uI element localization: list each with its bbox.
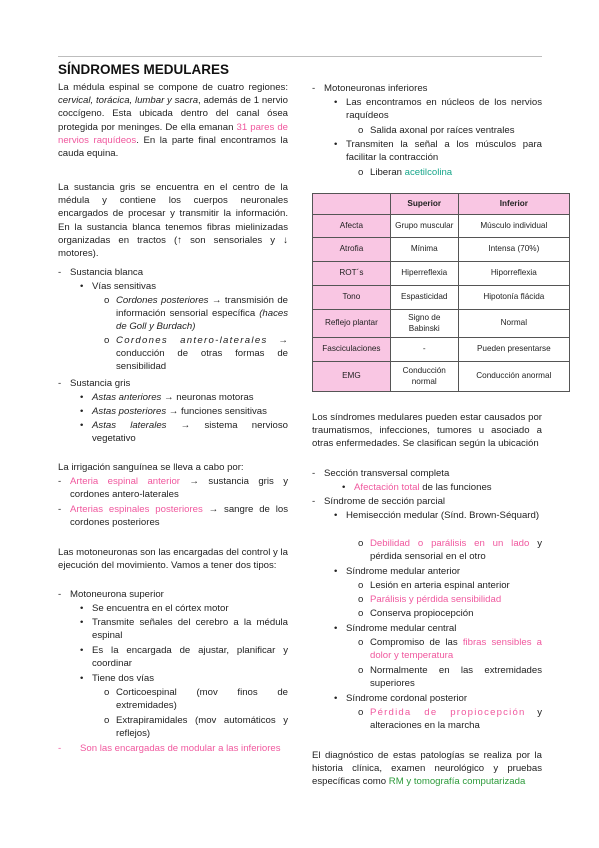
list-item-cordones-anterolaterales: o Cordones antero-laterales → conducción de otras formas de sensibilidad — [104, 335, 288, 373]
list-item-acetilcolina: o Liberan acetilcolina — [358, 167, 453, 178]
list-item-transmite: • Transmite señales del cerebro a la médula espinal — [80, 617, 288, 642]
list-item-salida-axonal: o Salida axonal por raíces ventrales — [358, 125, 515, 136]
table-cell: Conducción normal — [390, 362, 458, 392]
table-row — [313, 238, 570, 262]
table-cell: Normal — [458, 310, 569, 338]
comparison-table — [312, 193, 570, 392]
table-row — [313, 338, 570, 362]
table-row — [313, 362, 570, 392]
table-row — [313, 286, 570, 310]
list-item-cordones-posteriores: o Cordones posteriores → transmisión de información sensorial específica (haces de Goll y Burdach) — [104, 295, 288, 333]
list-item-gray-matter: - Sustancia gris — [58, 378, 131, 389]
list-item-paralisis: o Parálisis y pérdida sensibilidad — [358, 594, 502, 605]
list-item-white-matter: - Sustancia blanca — [58, 267, 144, 278]
list-item-transmiten: • Transmiten la señal a los músculos para facilitar la contracción — [334, 139, 542, 164]
motoneurons-intro: Las motoneuronas son las encargadas del control y la ejecución del movimiento. Vamos a tener dos tipos: — [58, 547, 288, 572]
table-cell: Hiporreflexia — [458, 262, 569, 286]
list-item-motoneurona-superior: - Motoneurona superior — [58, 589, 164, 600]
table-header-superior: Superior — [390, 194, 458, 215]
list-item-ajustar: • Es la encargada de ajustar, planificar y coordinar — [80, 645, 288, 670]
irrigation-intro: La irrigación sanguínea se lleva a cabo por: — [58, 462, 244, 473]
list-item-arterias-posteriores: - Arterias espinales posteriores → sangre de los cordones posteriores — [58, 504, 288, 529]
list-item-propiocepcion: o Conserva propiocepción — [358, 608, 474, 619]
regions-text: cervical, torácica, lumbar y sacra — [58, 95, 199, 107]
list-item-astas-anteriores: • Astas anteriores → neuronas motoras — [80, 392, 254, 403]
table-cell: Intensa (70%) — [458, 238, 569, 262]
list-item-vias: • Vías sensitivas — [80, 281, 156, 292]
table-cell: Grupo muscular — [390, 215, 458, 238]
list-item-modular: - Son las encargadas de modular a las inferiores — [58, 743, 281, 754]
list-item-corticoespinal: o Corticoespinal (mov finos de extremidades) — [104, 687, 288, 712]
table-cell: Reflejo plantar — [313, 310, 391, 338]
table-cell: Tono — [313, 286, 391, 310]
table-cell: Afecta — [313, 215, 391, 238]
page-title: SÍNDROMES MEDULARES — [58, 62, 230, 77]
table-cell: - — [390, 338, 458, 362]
table-cell: EMG — [313, 362, 391, 392]
list-item-nucleos: • Las encontramos en núcleos de los nervios raquídeos — [334, 97, 542, 122]
list-item-medular-anterior: • Síndrome medular anterior — [334, 566, 461, 577]
table-cell: Atrofia — [313, 238, 391, 262]
table-header-inferior: Inferior — [458, 194, 569, 215]
list-item-arteria-anterior: - Arteria espinal anterior → sustancia gris y cordones antero-laterales — [58, 476, 288, 501]
list-item-extremidades: o Normalmente en las extremidades superiores — [358, 665, 542, 690]
list-item-medular-central: • Síndrome medular central — [334, 623, 457, 634]
list-item-dos-vias: • Tiene dos vías — [80, 673, 155, 684]
header-rule — [58, 56, 542, 57]
intro-text-3: . En la parte final encontramos la cauda equina. — [58, 134, 288, 160]
list-item-motoneuronas-inferiores: - Motoneuronas inferiores — [312, 83, 428, 94]
list-item-seccion-completa: - Sección transversal completa — [312, 468, 450, 479]
table-cell: Signo de Babinski — [390, 310, 458, 338]
table-cell: Mínima — [390, 238, 458, 262]
table-row — [313, 310, 570, 338]
intro-text-2: , además de 1 nervio coccígeno. Esta ubicada dentro del canal ósea protegida por meninges. De ella emanan — [58, 95, 288, 133]
table-cell: ROT´s — [313, 262, 391, 286]
table-header-empty — [313, 194, 391, 215]
nerves-highlight: 31 pares de nervios raquídeos — [58, 121, 289, 146]
list-item-hemiseccion: • Hemisección medular (Sínd. Brown-Séquard) — [334, 510, 540, 521]
table-row — [313, 262, 570, 286]
list-item-debilidad: o Debilidad o parálisis en un lado y pérdida sensorial en el otro — [358, 538, 542, 563]
table-cell: Músculo individual — [458, 215, 569, 238]
list-item-cordonal-posterior: • Síndrome cordonal posterior — [334, 693, 468, 704]
table-cell: Conducción anormal — [458, 362, 569, 392]
table-cell: Fasciculaciones — [313, 338, 391, 362]
list-item-extrapiramidales: o Extrapiramidales (mov automáticos y reflejos) — [104, 715, 288, 740]
table-cell: Hipotonía flácida — [458, 286, 569, 310]
list-item-astas-laterales: • Astas laterales → sistema nervioso vegetativo — [80, 420, 289, 445]
table-row — [313, 215, 570, 238]
table-header-row — [313, 194, 570, 215]
table-cell: Hiperreflexia — [390, 262, 458, 286]
causes-paragraph: Los síndromes medulares pueden estar causados por traumatismos, infecciones, tumores u asociado a otras enfermedades. Se clasifican según la ubicación — [312, 412, 542, 450]
list-item-lesion-arteria: o Lesión en arteria espinal anterior — [358, 580, 510, 591]
intro-text: La médula espinal se compone de cuatro regiones: — [58, 82, 288, 93]
intro-paragraph — [58, 81, 288, 160]
list-item-seccion-parcial: - Síndrome de sección parcial — [312, 496, 446, 507]
diagnosis-paragraph: El diagnóstico de estas patologías se realiza por la historia clínica, examen neurológico y pruebas específicas como RM y tomografía computarizada — [312, 750, 542, 788]
gray-matter-paragraph: La sustancia gris se encuentra en el centro de la médula y contiene los cuerpos neuronales encargados de procesar y transmitir la información. En la sustancia blanca tenemos fibras mielinizadas organizadas en tractos (↑ son sensoriales y ↓ motores). — [58, 182, 288, 260]
list-item-cortex: • Se encuentra en el córtex motor — [80, 603, 229, 614]
list-item-afectacion-total: • Afectación total de las funciones — [342, 482, 492, 493]
list-item-perdida-propiocepcion: o Pérdida de propiocepción y alteraciones en la marcha — [358, 707, 542, 732]
list-item-astas-posteriores: • Astas posteriores → funciones sensitivas — [80, 406, 267, 417]
list-item-fibras-sensibles: o Compromiso de las fibras sensibles a dolor y temperatura — [358, 637, 543, 662]
table-cell: Pueden presentarse — [458, 338, 569, 362]
table-cell: Espasticidad — [390, 286, 458, 310]
